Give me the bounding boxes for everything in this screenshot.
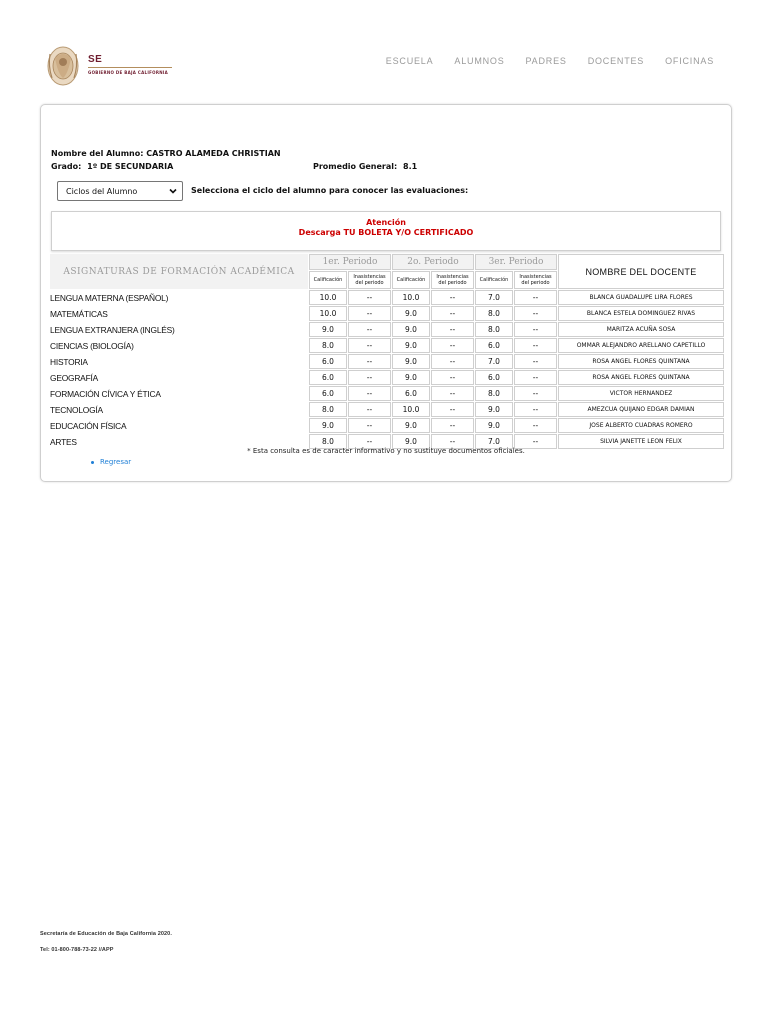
period-1-header: 1er. Periodo — [309, 254, 391, 270]
logo[interactable] — [46, 44, 176, 88]
absence-cell: -- — [431, 402, 474, 417]
download-report-link[interactable]: Descarga TU BOLETA Y/O CERTIFICADO — [298, 228, 474, 237]
subjects-header: ASIGNATURAS DE FORMACIÓN ACADÉMICA — [50, 254, 308, 289]
nav-docentes[interactable]: DOCENTES — [587, 56, 645, 66]
student-grade-row — [51, 162, 173, 171]
absence-cell: -- — [431, 338, 474, 353]
average-value: 8.1 — [403, 162, 418, 171]
grade-cell: 9.0 — [475, 402, 513, 417]
grade-cell: 6.0 — [309, 386, 347, 401]
absence-cell: -- — [514, 290, 557, 305]
teacher-header: NOMBRE DEL DOCENTE — [558, 254, 724, 289]
absence-col-header: Inasistencias del periodo — [348, 271, 391, 289]
absence-cell: -- — [431, 306, 474, 321]
attention-box — [51, 211, 721, 251]
period-3-header: 3er. Periodo — [475, 254, 557, 270]
grade-col-header: Calificación — [475, 271, 513, 289]
subject-name: MATEMÁTICAS — [50, 308, 108, 319]
teacher-cell: SILVIA JANETTE LEON FELIX — [558, 434, 724, 449]
student-name-label: Nombre del Alumno: — [51, 149, 144, 158]
grade-cell: 8.0 — [309, 402, 347, 417]
absence-cell: -- — [514, 306, 557, 321]
grade-cell: 8.0 — [475, 322, 513, 337]
absence-col-header: Inasistencias del periodo — [431, 271, 474, 289]
average-row — [313, 162, 417, 171]
subject-name: EDUCACIÓN FÍSICA — [50, 420, 127, 431]
average-label: Promedio General: — [313, 162, 398, 171]
grade-cell: 9.0 — [392, 338, 430, 353]
nav-padres[interactable]: PADRES — [525, 56, 567, 66]
absence-cell: -- — [514, 322, 557, 337]
period-2-header: 2o. Periodo — [392, 254, 474, 270]
teacher-cell: JOSE ALBERTO CUADRAS ROMERO — [558, 418, 724, 433]
logo-text: SE — [88, 54, 103, 65]
chevron-down-icon — [168, 186, 178, 196]
grade-cell: 9.0 — [392, 418, 430, 433]
cycle-select-value: Ciclos del Alumno — [66, 187, 138, 196]
grade-col-header: Calificación — [392, 271, 430, 289]
absence-cell: -- — [348, 386, 391, 401]
grade-cell: 9.0 — [475, 418, 513, 433]
table-row — [50, 370, 724, 385]
teacher-cell: ROSA ANGEL FLORES QUINTANA — [558, 370, 724, 385]
grades-body — [50, 290, 724, 449]
table-row — [50, 306, 724, 321]
absence-cell: -- — [348, 402, 391, 417]
grade-cell: 9.0 — [392, 434, 430, 449]
absence-cell: -- — [514, 402, 557, 417]
absence-cell: -- — [431, 322, 474, 337]
back-item — [91, 458, 131, 466]
absence-cell: -- — [431, 418, 474, 433]
absence-cell: -- — [348, 290, 391, 305]
coat-of-arms-icon — [46, 44, 80, 88]
absence-cell: -- — [431, 370, 474, 385]
absence-cell: -- — [431, 386, 474, 401]
site-header — [0, 0, 768, 100]
grade-cell: 9.0 — [392, 354, 430, 369]
footer-copyright: Secretaría de Educación de Baja California 2020. — [40, 931, 172, 937]
teacher-cell: OMMAR ALEJANDRO ARELLANO CAPETILLO — [558, 338, 724, 353]
absence-cell: -- — [431, 434, 474, 449]
nav-alumnos[interactable]: ALUMNOS — [454, 56, 505, 66]
main-nav — [365, 56, 714, 66]
nav-oficinas[interactable]: OFICINAS — [665, 56, 714, 66]
teacher-cell: ROSA ANGEL FLORES QUINTANA — [558, 354, 724, 369]
table-row — [50, 338, 724, 353]
absence-cell: -- — [514, 338, 557, 353]
subject-name: LENGUA MATERNA (ESPAÑOL) — [50, 292, 169, 303]
absence-cell: -- — [431, 290, 474, 305]
disclaimer-note: * Esta consulta es de caracter informativo y no sustituye documentos oficiales. — [247, 447, 525, 455]
subject-name: HISTORIA — [50, 356, 88, 367]
cycle-hint: Selecciona el ciclo del alumno para conocer las evaluaciones: — [191, 186, 469, 195]
absence-cell: -- — [514, 418, 557, 433]
grade-cell: 6.0 — [475, 370, 513, 385]
absence-cell: -- — [514, 434, 557, 449]
student-name-row — [51, 149, 281, 158]
absence-col-header: Inasistencias del periodo — [514, 271, 557, 289]
teacher-cell: BLANCA GUADALUPE LIRA FLORES — [558, 290, 724, 305]
subject-name: LENGUA EXTRANJERA (INGLÉS) — [50, 324, 175, 335]
grade-cell: 7.0 — [475, 354, 513, 369]
subject-name: CIENCIAS (BIOLOGÍA) — [50, 340, 134, 351]
teacher-cell: MARITZA ACUÑA SOSA — [558, 322, 724, 337]
grade-cell: 10.0 — [309, 290, 347, 305]
grade-cell: 8.0 — [309, 338, 347, 353]
absence-cell: -- — [431, 354, 474, 369]
absence-cell: -- — [514, 370, 557, 385]
logo-divider — [88, 67, 172, 68]
cycle-select[interactable] — [57, 181, 183, 201]
grade-cell: 8.0 — [309, 434, 347, 449]
logo-subtitle: GOBIERNO DE BAJA CALIFORNIA — [88, 70, 169, 75]
grade-cell: 9.0 — [392, 322, 430, 337]
grade-cell: 8.0 — [475, 306, 513, 321]
student-name: CASTRO ALAMEDA CHRISTIAN — [146, 149, 281, 158]
grade-col-header: Calificación — [309, 271, 347, 289]
absence-cell: -- — [348, 370, 391, 385]
absence-cell: -- — [348, 354, 391, 369]
grade-cell: 7.0 — [475, 434, 513, 449]
grade-value: 1º DE SECUNDARIA — [87, 162, 174, 171]
table-row — [50, 402, 724, 417]
footer-phone: Tel: 01-800-788-73-22 //APP — [40, 947, 114, 953]
grade-cell: 6.0 — [475, 338, 513, 353]
grade-cell: 10.0 — [392, 290, 430, 305]
teacher-cell: AMEZCUA QUIJANO EDGAR DAMIAN — [558, 402, 724, 417]
subject-name: TECNOLOGÍA — [50, 404, 103, 415]
grade-cell: 9.0 — [309, 418, 347, 433]
absence-cell: -- — [348, 338, 391, 353]
grade-cell: 6.0 — [309, 370, 347, 385]
back-link[interactable]: Regresar — [100, 458, 132, 466]
attention-title: Atención — [366, 218, 406, 227]
grade-cell: 9.0 — [392, 306, 430, 321]
nav-escuela[interactable]: ESCUELA — [385, 56, 434, 66]
absence-cell: -- — [348, 418, 391, 433]
table-row — [50, 418, 724, 433]
grade-cell: 10.0 — [392, 402, 430, 417]
subject-name: FORMACIÓN CÍVICA Y ÉTICA — [50, 388, 161, 399]
table-row — [50, 386, 724, 401]
grade-cell: 6.0 — [309, 354, 347, 369]
grade-cell: 6.0 — [392, 386, 430, 401]
table-row — [50, 322, 724, 337]
teacher-cell: BLANCA ESTELA DOMINGUEZ RIVAS — [558, 306, 724, 321]
table-row — [50, 354, 724, 369]
grades-table — [49, 253, 725, 450]
teacher-cell: VICTOR HERNANDEZ — [558, 386, 724, 401]
grade-cell: 7.0 — [475, 290, 513, 305]
subject-name: ARTES — [50, 436, 77, 447]
grade-cell: 8.0 — [475, 386, 513, 401]
grade-cell: 9.0 — [392, 370, 430, 385]
subject-name: GEOGRAFÍA — [50, 372, 98, 383]
grade-cell: 9.0 — [309, 322, 347, 337]
absence-cell: -- — [514, 386, 557, 401]
report-panel — [40, 104, 732, 482]
absence-cell: -- — [348, 434, 391, 449]
absence-cell: -- — [348, 322, 391, 337]
absence-cell: -- — [348, 306, 391, 321]
bullet-icon — [91, 461, 94, 464]
grade-label: Grado: — [51, 162, 82, 171]
absence-cell: -- — [514, 354, 557, 369]
table-row — [50, 290, 724, 305]
grade-cell: 10.0 — [309, 306, 347, 321]
